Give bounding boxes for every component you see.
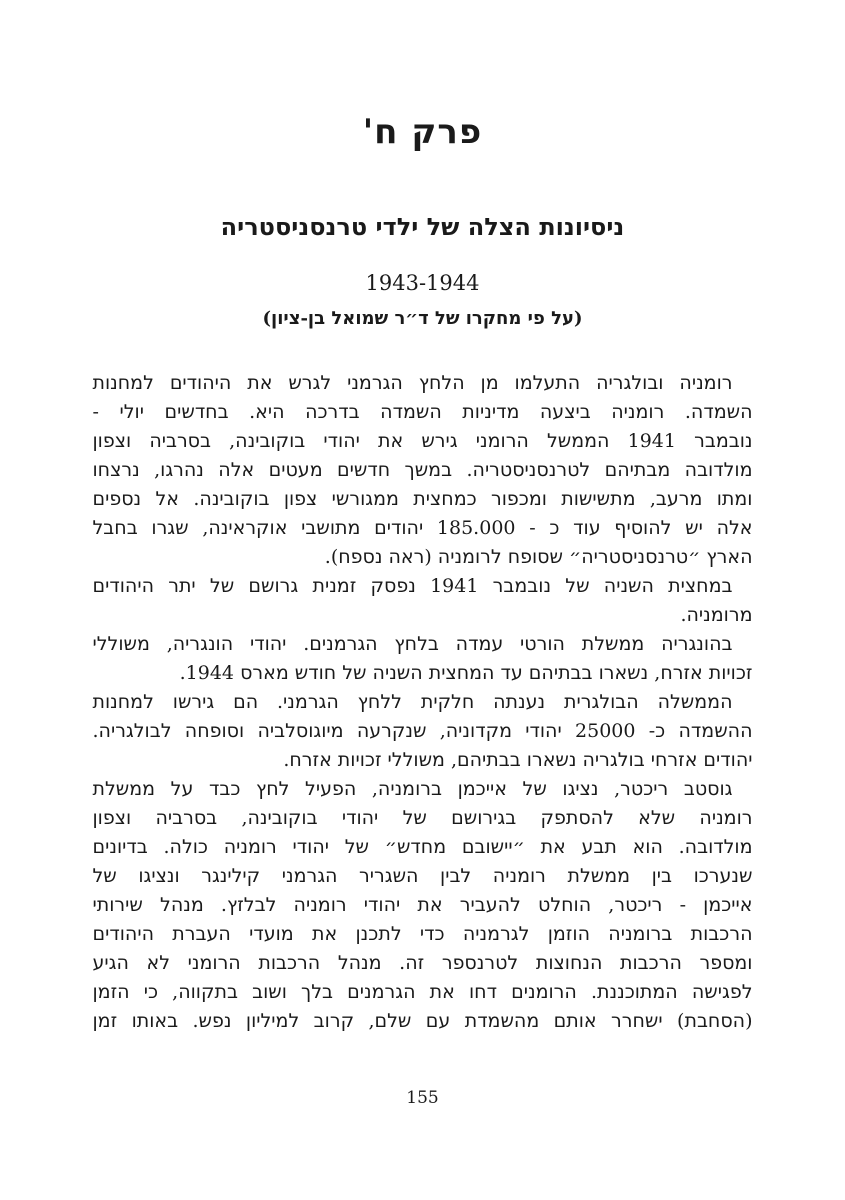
body-line: מרומניה. xyxy=(680,604,753,626)
page-content xyxy=(93,112,753,1036)
page-number: 155 xyxy=(406,1088,439,1108)
body-line: השמדה. רומניה ביצעה מדיניות השמדה בדרכה היא. בחדשים יולי - xyxy=(92,401,753,423)
body-line: ומספר הרכבות הנחוצות לטרנספר זה. מנהל הרכבות הרומני לא הגיע xyxy=(92,952,753,974)
body-line: (הסחבת) ישחרר אותם מהשמדת עם שלם, קרוב למיליון נפש. באותו זמן xyxy=(92,1010,753,1032)
page-title: ניסיונות הצלה של ילדי טרנסניסטריה xyxy=(220,212,625,241)
chapter-heading: פרק ח' xyxy=(362,112,483,152)
body-line: ומתו מרעב, מתשישות ומכפור כמחצית ממגורשי צפון בוקובינה. אל נספים xyxy=(92,488,753,510)
body-line: ההשמדה כ- 25000 יהודי מקדוניה, שנקרעה מיוגוסלביה וסופחה לבולגריה. xyxy=(92,720,753,742)
body-line: לפגישה המתוכננת. הרומנים דחו את הגרמנים בלך ושוב בתקווה, כי הזמן xyxy=(92,981,753,1003)
body-line: הארץ ״טרנסניסטריה״ שסופח לרומניה (ראה נספח). xyxy=(324,546,753,568)
body-line: מולדובה מבתיהם לטרנסניסטריה. במשך חדשים מעטים אלה נהרגו, נרצחו xyxy=(92,459,753,481)
body-text xyxy=(93,369,753,1036)
subtitle-source-note: (על פי מחקרו של ד״ר שמואל בן-ציון) xyxy=(262,308,583,329)
body-line: הממשלה הבולגרית נענתה חלקית ללחץ הגרמני. הם גירשו למחנות xyxy=(92,691,733,713)
body-line: אלה יש להוסיף עוד כ - 185.000 יהודים מתושבי אוקראינה, שגרו בחבל xyxy=(92,517,753,539)
body-line: רומניה שלא להסתפק בגירושם של יהודי בוקובינה, בסרביה וצפון xyxy=(92,807,753,829)
body-line: מולדובה. הוא תבע את ״יישובם מחדש״ של יהודי רומניה כולה. בדיונים xyxy=(92,836,753,858)
body-line: הרכבות ברומניה הוזמן לגרמניה כדי לתכנן את מועדי העברת היהודים xyxy=(92,923,753,945)
body-line: אייכמן - ריכטר, הוחלט להעביר את יהודי רומניה לבלזץ. מנהל שירותי xyxy=(92,894,753,916)
body-line: שנערכו בין ממשלת רומניה לבין השגריר הגרמני קילינגר ונציגו של xyxy=(92,865,753,887)
body-line: יהודים אזרחי בולגריה נשארו בבתיהם, משוללי זכויות אזרח. xyxy=(283,749,753,771)
body-line: נובמבר 1941 הממשל הרומני גירש את יהודי בוקובינה, בסרביה וצפון xyxy=(92,430,753,452)
date-range: 1943-1944 xyxy=(365,271,480,295)
body-line: גוסטב ריכטר, נציגו של אייכמן ברומניה, הפעיל לחץ כבד על ממשלת xyxy=(92,778,733,800)
body-line: בהונגריה ממשלת הורטי עמדה בלחץ הגרמנים. יהודי הונגריה, משוללי xyxy=(92,633,733,655)
body-line: במחצית השניה של נובמבר 1941 נפסק זמנית גרושם של יתר היהודים xyxy=(92,575,733,597)
body-line: רומניה ובולגריה התעלמו מן הלחץ הגרמני לגרש את היהודים למחנות xyxy=(92,372,733,394)
body-line: זכויות אזרח, נשארו בבתיהם עד המחצית השניה של חודש מארס 1944. xyxy=(179,662,753,684)
